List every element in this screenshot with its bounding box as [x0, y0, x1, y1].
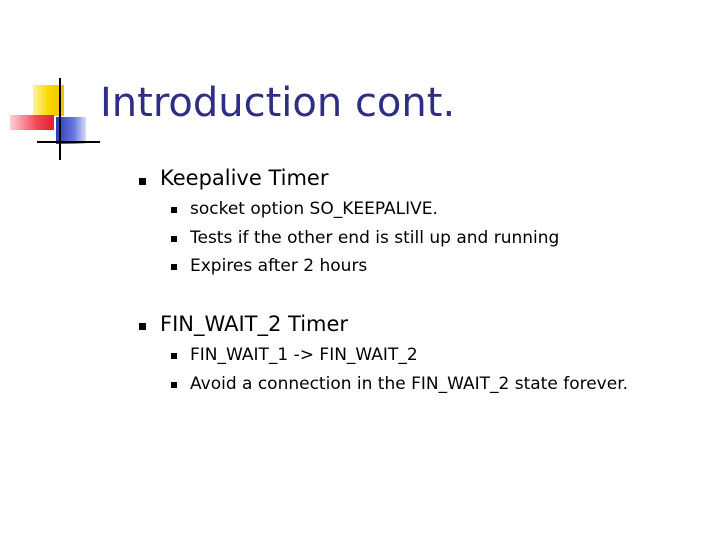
bullet-item: Tests if the other end is still up and running: [190, 228, 560, 248]
square-bullet-icon: [171, 236, 177, 242]
square-bullet-icon: [171, 207, 177, 213]
bullet-heading-fin-wait-2: FIN_WAIT_2 Timer: [160, 312, 349, 336]
bullet-item: FIN_WAIT_1 -> FIN_WAIT_2: [190, 345, 418, 365]
square-bullet-icon: [171, 353, 177, 359]
square-bullet-icon: [171, 382, 177, 388]
slide-title: Introduction cont.: [100, 80, 456, 126]
bullet-heading-keepalive: Keepalive Timer: [160, 166, 329, 190]
square-bullet-icon: [139, 178, 146, 185]
bullet-item: Expires after 2 hours: [190, 256, 368, 276]
bullet-item: Avoid a connection in the FIN_WAIT_2 state forever.: [190, 374, 629, 394]
square-bullet-icon: [139, 323, 146, 330]
square-bullet-icon: [171, 264, 177, 270]
bullet-item: socket option SO_KEEPALIVE.: [190, 199, 438, 219]
